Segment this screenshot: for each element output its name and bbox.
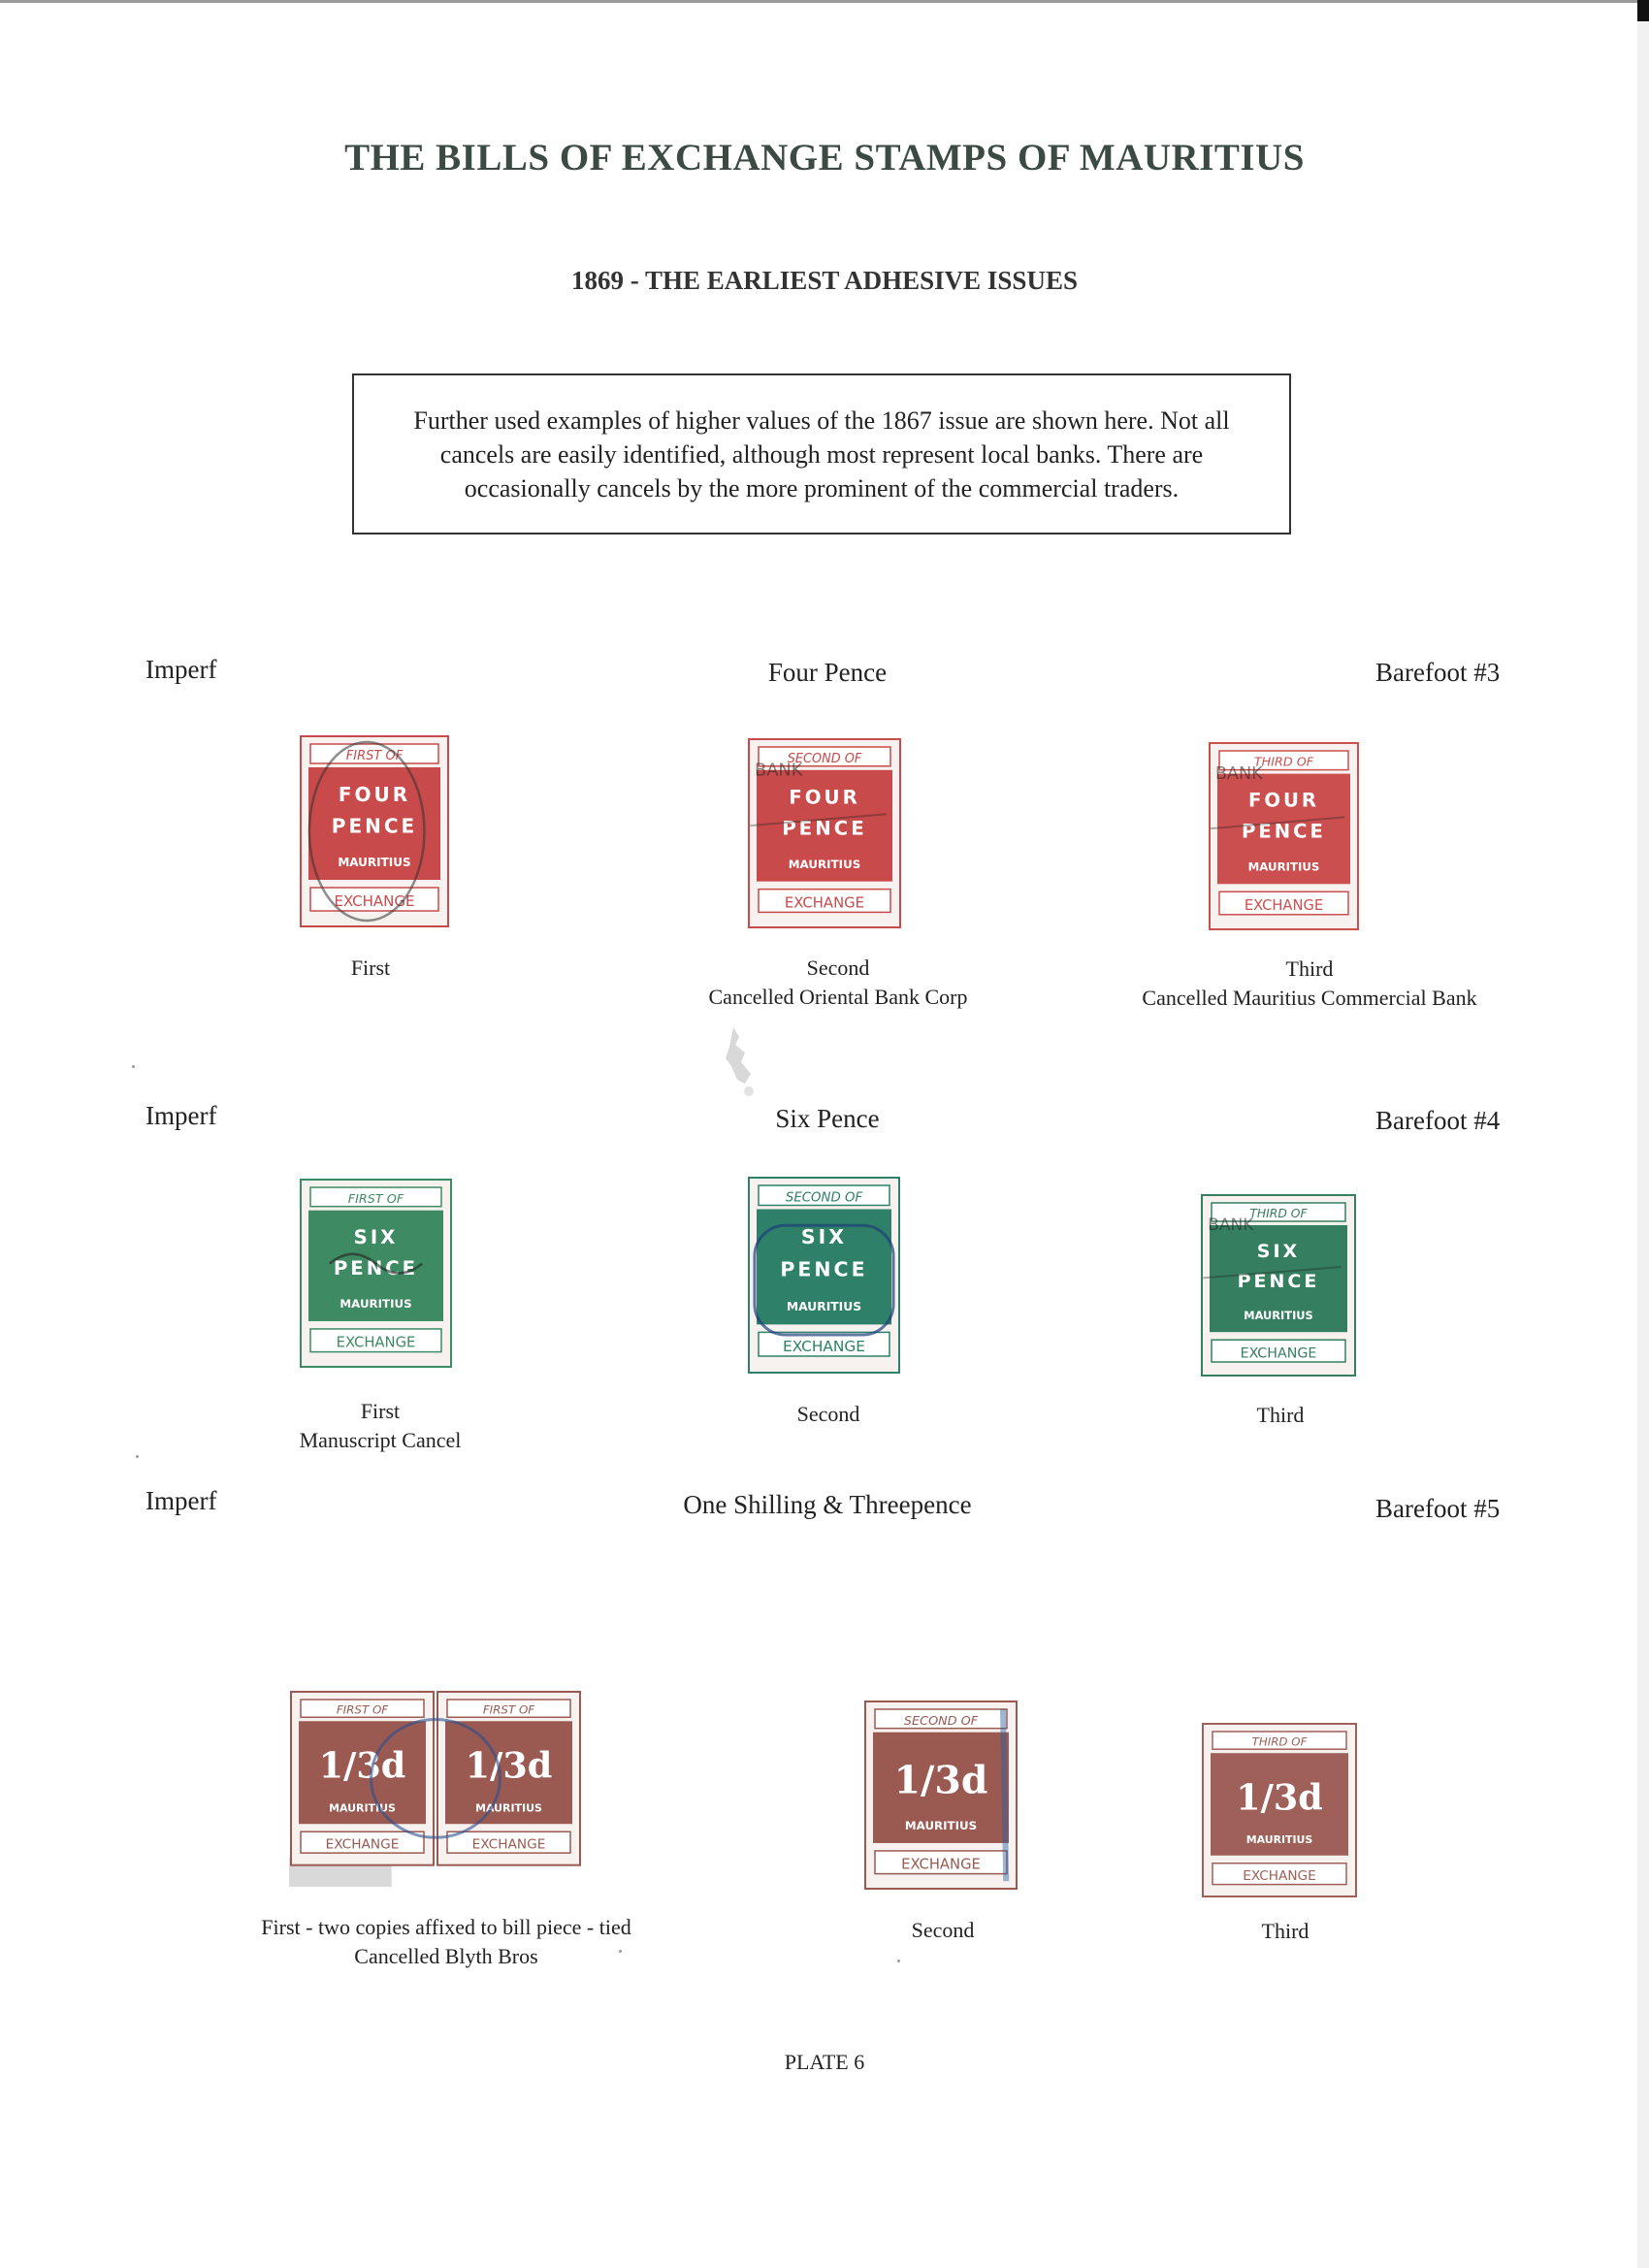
- caption-line: Second: [911, 1918, 975, 1942]
- row2-imperf-label: Imperf: [146, 1101, 217, 1130]
- svg-text:1/3d: 1/3d: [465, 1744, 553, 1787]
- svg-text:FIRST OF: FIRST OF: [347, 1191, 404, 1207]
- stamp-one-shilling-threepence-first-pair: [289, 1690, 582, 1887]
- svg-text:FOUR: FOUR: [338, 782, 411, 806]
- caption-six-pence-second: [731, 1400, 925, 1429]
- caption-line: Second: [796, 1402, 860, 1426]
- svg-text:1/3d: 1/3d: [893, 1758, 988, 1803]
- svg-text:EXCHANGE: EXCHANGE: [901, 1856, 981, 1873]
- svg-text:EXCHANGE: EXCHANGE: [471, 1836, 546, 1853]
- scan-speck: [132, 1065, 135, 1068]
- caption-line: Cancelled Oriental Bank Corp: [708, 985, 968, 1009]
- svg-text:EXCHANGE: EXCHANGE: [1240, 1345, 1317, 1362]
- intro-note-text: Further used examples of higher values of the 1867 issue are shown here. Not all cancels are easily identified, although most represent local banks. There are occasionally cancels by the more prominent of the commercial traders.: [413, 405, 1230, 502]
- svg-text:MAURITIUS: MAURITIUS: [475, 1801, 542, 1815]
- scan-edge-mark: [1637, 0, 1649, 21]
- caption-line: Manuscript Cancel: [299, 1428, 462, 1452]
- svg-text:BANK: BANK: [1214, 764, 1263, 785]
- svg-text:MAURITIUS: MAURITIUS: [788, 857, 861, 871]
- caption-line: Cancelled Blyth Bros: [354, 1944, 538, 1968]
- stamp-artwork: [747, 737, 902, 929]
- svg-text:MAURITIUS: MAURITIUS: [329, 1801, 396, 1815]
- svg-text:SIX: SIX: [800, 1225, 848, 1249]
- svg-text:1/3d: 1/3d: [1236, 1776, 1323, 1819]
- caption-one-shilling-threepence-first: [223, 1913, 669, 1971]
- stamp-artwork: [299, 1178, 453, 1369]
- stamp-artwork: [863, 1700, 1018, 1891]
- svg-text:FOUR: FOUR: [789, 786, 860, 809]
- svg-text:BANK: BANK: [755, 760, 803, 781]
- stamp-artwork: [1201, 1722, 1358, 1898]
- caption-line: Third: [1256, 1403, 1305, 1427]
- svg-text:PENCE: PENCE: [780, 1257, 868, 1281]
- svg-text:BANK: BANK: [1208, 1215, 1254, 1235]
- row1-imperf-label: Imperf: [146, 655, 217, 684]
- intro-note-box: [352, 373, 1291, 535]
- svg-text:FOUR: FOUR: [1247, 789, 1320, 812]
- svg-text:MAURITIUS: MAURITIUS: [1244, 1308, 1313, 1322]
- svg-text:EXCHANGE: EXCHANGE: [1243, 1868, 1316, 1885]
- svg-text:PENCE: PENCE: [333, 1256, 419, 1280]
- svg-text:1/3d: 1/3d: [318, 1744, 406, 1787]
- stamp-artwork: [1200, 1193, 1357, 1377]
- svg-text:THIRD OF: THIRD OF: [1249, 1207, 1308, 1221]
- svg-text:SIX: SIX: [1256, 1241, 1301, 1263]
- svg-text:MAURITIUS: MAURITIUS: [1247, 859, 1320, 874]
- caption-four-pence-third: [1116, 955, 1504, 1013]
- caption-one-shilling-threepence-third: [1188, 1917, 1382, 1946]
- row1-barefoot-label: Barefoot #3: [1375, 658, 1501, 687]
- caption-line: Third: [1285, 956, 1334, 981]
- scan-smudge: [716, 1023, 762, 1101]
- stamp-six-pence-second: [747, 1176, 901, 1375]
- caption-six-pence-first: [264, 1397, 497, 1455]
- stamp-artwork: [747, 1176, 901, 1375]
- stamp-one-shilling-threepence-third: [1201, 1722, 1358, 1898]
- caption-line: Cancelled Mauritius Commercial Bank: [1142, 986, 1477, 1010]
- row3-imperf-label: Imperf: [146, 1486, 217, 1515]
- stamp-artwork: [1208, 741, 1360, 931]
- caption-line: Third: [1261, 1919, 1310, 1943]
- svg-text:PENCE: PENCE: [782, 817, 867, 840]
- svg-text:PENCE: PENCE: [1242, 820, 1326, 843]
- svg-text:SIX: SIX: [353, 1225, 399, 1248]
- row1-value-heading: Four Pence: [767, 658, 888, 687]
- caption-one-shilling-threepence-second: [846, 1916, 1040, 1945]
- svg-text:FIRST OF: FIRST OF: [482, 1702, 535, 1717]
- svg-text:THIRD OF: THIRD OF: [1253, 755, 1314, 770]
- svg-text:SECOND OF: SECOND OF: [785, 1190, 863, 1206]
- svg-text:MAURITIUS: MAURITIUS: [1245, 1833, 1313, 1847]
- caption-four-pence-second: [660, 954, 1017, 1012]
- svg-text:EXCHANGE: EXCHANGE: [334, 892, 415, 910]
- svg-text:SECOND OF: SECOND OF: [787, 751, 862, 766]
- svg-text:EXCHANGE: EXCHANGE: [325, 1836, 400, 1853]
- page-right-edge: [1637, 0, 1649, 2268]
- stamp-four-pence-third: [1208, 741, 1360, 931]
- svg-text:SECOND OF: SECOND OF: [903, 1713, 979, 1729]
- stamp-six-pence-third: [1200, 1193, 1357, 1377]
- page-top-edge: [0, 0, 1649, 3]
- svg-text:MAURITIUS: MAURITIUS: [340, 1297, 412, 1312]
- caption-six-pence-third: [1183, 1401, 1377, 1430]
- stamp-four-pence-second: [747, 737, 902, 929]
- row3-value-heading: One Shilling & Threepence: [683, 1490, 972, 1519]
- svg-text:FIRST OF: FIRST OF: [345, 749, 404, 763]
- page-title: THE BILLS OF EXCHANGE STAMPS OF MAURITIUS: [344, 137, 1305, 178]
- row3-barefoot-label: Barefoot #5: [1375, 1494, 1501, 1523]
- caption-line: Second: [806, 956, 870, 980]
- scan-speck: [897, 1960, 900, 1962]
- svg-text:MAURITIUS: MAURITIUS: [904, 1819, 978, 1833]
- svg-text:THIRD OF: THIRD OF: [1251, 1734, 1308, 1749]
- svg-text:FIRST OF: FIRST OF: [336, 1702, 389, 1717]
- stamp-four-pence-first: [299, 734, 450, 928]
- scan-speck: [619, 1950, 622, 1953]
- caption-line: First: [360, 1399, 401, 1423]
- plate-number: PLATE 6: [784, 2050, 865, 2074]
- svg-text:EXCHANGE: EXCHANGE: [783, 1337, 865, 1355]
- stamp-artwork: [289, 1690, 582, 1887]
- svg-text:EXCHANGE: EXCHANGE: [336, 1334, 416, 1351]
- scan-speck: [136, 1455, 139, 1458]
- row2-value-heading: Six Pence: [775, 1104, 880, 1133]
- caption-line: First: [350, 956, 391, 980]
- svg-text:MAURITIUS: MAURITIUS: [338, 856, 411, 870]
- caption-four-pence-first: [274, 954, 468, 983]
- svg-text:EXCHANGE: EXCHANGE: [784, 893, 865, 912]
- svg-text:MAURITIUS: MAURITIUS: [786, 1300, 862, 1314]
- svg-text:EXCHANGE: EXCHANGE: [1244, 896, 1324, 914]
- svg-text:PENCE: PENCE: [331, 814, 418, 838]
- page-subtitle: 1869 - THE EARLIEST ADHESIVE ISSUES: [571, 266, 1078, 295]
- row2-barefoot-label: Barefoot #4: [1375, 1106, 1501, 1135]
- caption-line: First - two copies affixed to bill piece - tied: [261, 1915, 631, 1939]
- stamp-one-shilling-threepence-second: [863, 1700, 1018, 1891]
- svg-text:PENCE: PENCE: [1237, 1270, 1320, 1292]
- stamp-artwork: [299, 734, 450, 928]
- stamp-six-pence-first: [299, 1178, 453, 1369]
